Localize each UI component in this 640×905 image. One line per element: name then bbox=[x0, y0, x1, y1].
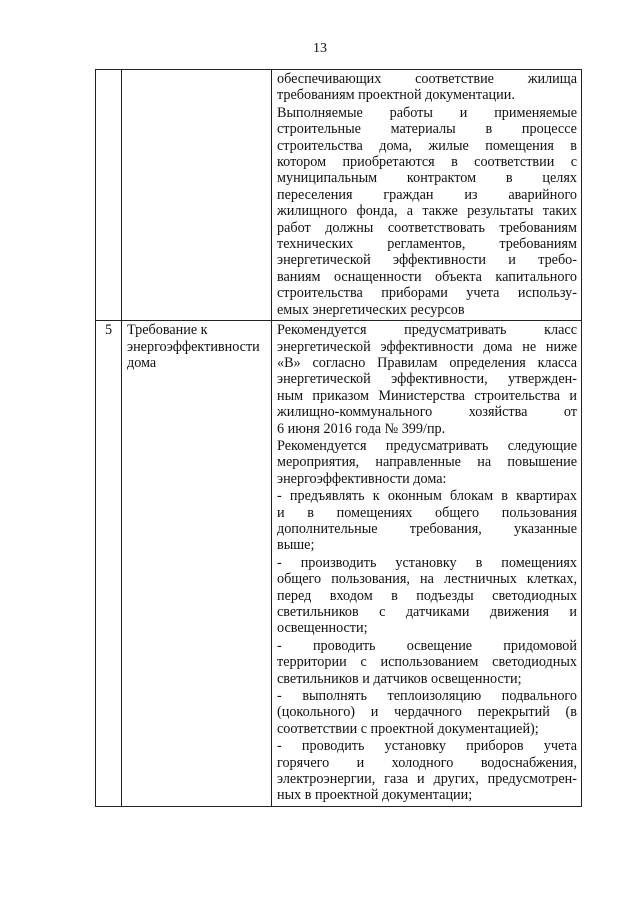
text-line: выше; bbox=[277, 537, 315, 554]
requirement-name-cell bbox=[122, 70, 272, 321]
requirement-name-cell bbox=[122, 321, 272, 807]
text-line: территории с использованием светодиодных bbox=[277, 654, 577, 671]
text-line: работ должны соответствовать требованиям bbox=[277, 219, 577, 236]
text-line: - производить установку в помещениях bbox=[277, 554, 577, 571]
row-number-cell bbox=[96, 70, 122, 321]
text-line: «В» согласно Правилам определения класса bbox=[277, 354, 577, 371]
text-line: ных в проектной документации; bbox=[277, 787, 473, 804]
text-line: энергетической эффективности, утвержден- bbox=[277, 371, 577, 388]
requirement-name-line: энергоэффективности bbox=[127, 338, 260, 355]
requirement-paragraph bbox=[277, 438, 577, 487]
requirement-paragraph bbox=[277, 105, 577, 318]
text-line: соответствии с проектной документацией); bbox=[277, 720, 539, 737]
text-line: строительства приборами учета использу- bbox=[277, 285, 577, 302]
text-line: - выполнять теплоизоляцию подвального bbox=[277, 688, 577, 705]
text-line: строительства дома, жилые помещения в bbox=[277, 137, 577, 154]
text-line: ным приказом Министерства строительства и bbox=[277, 387, 577, 404]
text-line: Рекомендуется предусматривать класс bbox=[277, 322, 577, 339]
text-line: мероприятия, направленные на повышение bbox=[277, 454, 577, 471]
text-line: энергоэффективности дома: bbox=[277, 470, 447, 487]
text-line: освещенности; bbox=[277, 620, 368, 637]
text-line: строительные материалы в процессе bbox=[277, 121, 577, 138]
text-line: перед входом в подъезды светодиодных bbox=[277, 587, 577, 604]
text-line: дополнительные требования, указанные bbox=[277, 520, 577, 537]
text-line: технических регламентов, требованиям bbox=[277, 236, 577, 253]
text-line: обеспечивающих соответствие жилища bbox=[277, 71, 577, 87]
text-line: муниципальным контрактом в целях bbox=[277, 170, 577, 187]
page-number: 13 bbox=[313, 41, 327, 56]
text-line: - предъявлять к оконным блокам в квартирах bbox=[277, 488, 577, 505]
text-line: переселения граждан из аварийного bbox=[277, 186, 577, 203]
row-number-cell: 5 bbox=[96, 321, 122, 807]
requirement-paragraph bbox=[277, 555, 577, 637]
text-line: светильников и датчиков освещенности; bbox=[277, 670, 522, 687]
text-line: - проводить установку приборов учета bbox=[277, 738, 577, 755]
text-line: емых энергетических ресурсов bbox=[277, 301, 465, 318]
requirement-paragraph bbox=[277, 488, 577, 554]
text-line: - проводить освещение придомовой bbox=[277, 637, 577, 654]
text-line: и в помещениях общего пользования bbox=[277, 504, 577, 521]
text-line: котором приобретаются в соответствии с bbox=[277, 154, 577, 171]
requirement-name-line: Требование к bbox=[127, 322, 208, 339]
text-line: (цокольного) и чердачного перекрытий (в bbox=[277, 704, 577, 721]
text-line: Выполняемые работы и применяемые bbox=[277, 104, 577, 121]
requirement-text-cell bbox=[272, 70, 582, 321]
requirement-paragraph bbox=[277, 738, 577, 804]
table-row bbox=[96, 321, 582, 807]
text-line: электроэнергии, газа и других, предусмотрен- bbox=[277, 771, 577, 788]
requirement-paragraph bbox=[277, 322, 577, 437]
text-line: 6 июня 2016 года № 399/пр. bbox=[277, 420, 446, 437]
text-line: светильников с датчиками движения и bbox=[277, 604, 577, 620]
requirement-paragraph bbox=[277, 688, 577, 737]
text-line: требованиям проектной документации. bbox=[277, 87, 515, 104]
requirement-name-line: дома bbox=[127, 354, 157, 371]
text-line: общего пользования, на лестничных клетках, bbox=[277, 571, 577, 588]
text-line: жилищного фонда, а также результаты таких bbox=[277, 203, 577, 220]
requirements-table bbox=[95, 69, 582, 807]
text-line: энергетической эффективности и требо- bbox=[277, 252, 577, 269]
requirement-paragraph bbox=[277, 71, 577, 104]
requirement-text-cell bbox=[272, 321, 582, 807]
text-line: энергетической эффективности дома не ниже bbox=[277, 338, 577, 355]
table-body bbox=[96, 70, 582, 807]
table-row bbox=[96, 70, 582, 321]
text-line: Рекомендуется предусматривать следующие bbox=[277, 437, 577, 454]
text-line: ваниям оснащенности объекта капитального bbox=[277, 268, 577, 285]
text-line: жилищно-коммунального хозяйства от bbox=[277, 404, 577, 421]
text-line: горячего и холодного водоснабжения, bbox=[277, 754, 577, 771]
requirement-paragraph bbox=[277, 638, 577, 687]
